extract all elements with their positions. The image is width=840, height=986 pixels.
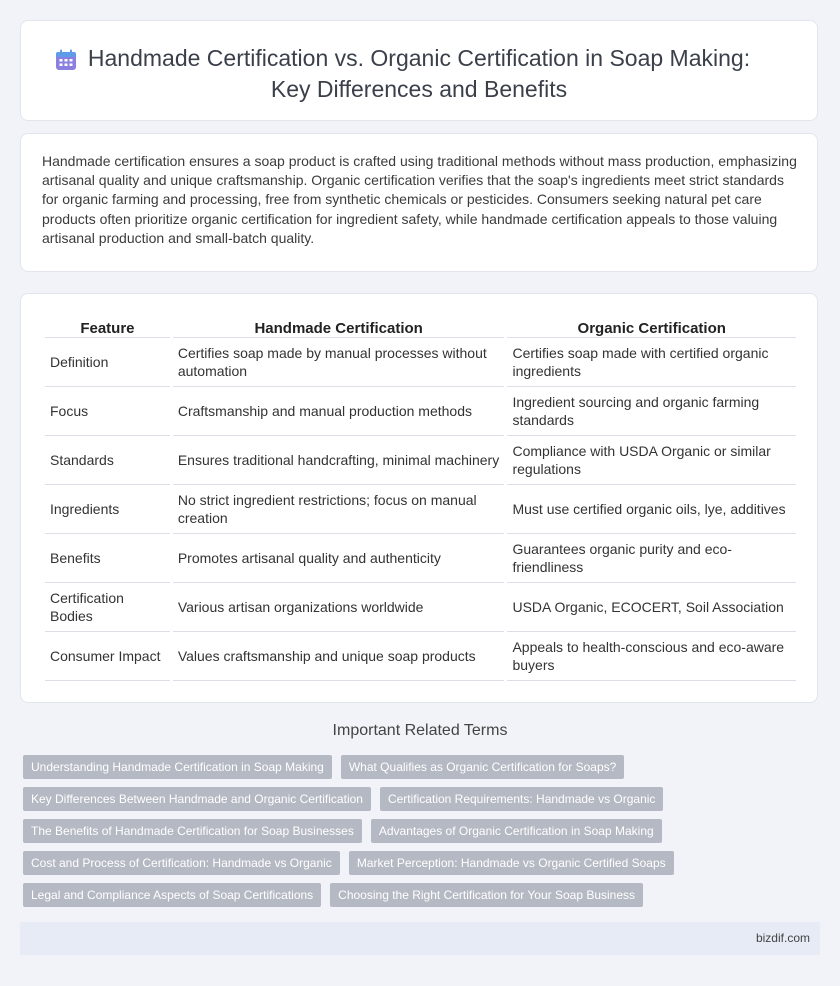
comparison-card: [20, 293, 818, 703]
handmade-cell: Certifies soap made by manual processes without automation: [173, 338, 505, 387]
header-feature: Feature: [45, 315, 170, 338]
handmade-cell: Various artisan organizations worldwide: [173, 583, 505, 632]
related-term-tag[interactable]: Legal and Compliance Aspects of Soap Certifications: [23, 883, 321, 907]
related-terms-heading: Important Related Terms: [332, 722, 508, 739]
table-row: [45, 583, 796, 632]
tag-row: [23, 851, 803, 875]
table-header-row: [45, 315, 796, 338]
related-term-tag[interactable]: Advantages of Organic Certification in Soap Making: [371, 819, 662, 843]
title-line-1: Handmade Certification vs. Organic Certification in Soap Making:: [87, 45, 751, 71]
table-row: [45, 485, 796, 534]
related-term-tag[interactable]: Cost and Process of Certification: Handmade vs Organic: [23, 851, 340, 875]
tag-row: [23, 883, 803, 907]
handmade-cell: Values craftsmanship and unique soap products: [173, 632, 505, 681]
feature-cell: Certification Bodies: [45, 583, 170, 632]
organic-cell: Certifies soap made with certified organic ingredients: [507, 338, 796, 387]
title-line-2: Key Differences and Benefits: [270, 76, 568, 102]
table-row: [45, 338, 796, 387]
related-term-tag[interactable]: Understanding Handmade Certification in Soap Making: [23, 755, 332, 779]
organic-cell: Compliance with USDA Organic or similar regulations: [507, 436, 796, 485]
feature-cell: Standards: [45, 436, 170, 485]
intro-paragraph: Handmade certification ensures a soap product is crafted using traditional methods without mass production, emphasizing artisanal quality and unique craftsmanship. Organic certification verifies that the soap's ingredients meet strict standards for organic farming and processing, free from synthetic chemicals or pesticides. Consumers seeking natural pet care products often prioritize organic certification for ingredient safety, while handmade certification appeals to those valuing artisanal production and small-batch quality.: [42, 153, 797, 246]
related-term-tag[interactable]: What Qualifies as Organic Certification for Soaps?: [341, 755, 624, 779]
feature-cell: Focus: [45, 387, 170, 436]
related-term-tag[interactable]: Market Perception: Handmade vs Organic Certified Soaps: [349, 851, 674, 875]
feature-cell: Definition: [45, 338, 170, 387]
organic-cell: Guarantees organic purity and eco-friendliness: [507, 534, 796, 583]
handmade-cell: Ensures traditional handcrafting, minimal machinery: [173, 436, 505, 485]
feature-cell: Ingredients: [45, 485, 170, 534]
related-term-tag[interactable]: The Benefits of Handmade Certification for Soap Businesses: [23, 819, 362, 843]
header-card: [20, 20, 818, 121]
related-terms-list: [23, 755, 803, 915]
organic-cell: Must use certified organic oils, lye, additives: [507, 485, 796, 534]
organic-cell: USDA Organic, ECOCERT, Soil Association: [507, 583, 796, 632]
feature-cell: Benefits: [45, 534, 170, 583]
page-title: [21, 43, 817, 105]
intro-card: [20, 133, 818, 272]
related-term-tag[interactable]: Certification Requirements: Handmade vs Organic: [380, 787, 663, 811]
related-term-tag[interactable]: Choosing the Right Certification for Your Soap Business: [330, 883, 643, 907]
comparison-table: [42, 315, 799, 681]
table-row: [45, 534, 796, 583]
handmade-cell: Promotes artisanal quality and authenticity: [173, 534, 505, 583]
header-organic: Organic Certification: [507, 315, 796, 338]
table-row: [45, 632, 796, 681]
header-handmade: Handmade Certification: [173, 315, 505, 338]
handmade-cell: Craftsmanship and manual production methods: [173, 387, 505, 436]
tag-row: [23, 819, 803, 843]
table-row: [45, 436, 796, 485]
site-name[interactable]: bizdif.com: [755, 931, 810, 945]
table-row: [45, 387, 796, 436]
handmade-cell: No strict ingredient restrictions; focus on manual creation: [173, 485, 505, 534]
organic-cell: Appeals to health-conscious and eco-aware buyers: [507, 632, 796, 681]
organic-cell: Ingredient sourcing and organic farming standards: [507, 387, 796, 436]
related-term-tag[interactable]: Key Differences Between Handmade and Organic Certification: [23, 787, 371, 811]
tag-row: [23, 755, 803, 779]
feature-cell: Consumer Impact: [45, 632, 170, 681]
tag-row: [23, 787, 803, 811]
footer: [20, 922, 820, 955]
